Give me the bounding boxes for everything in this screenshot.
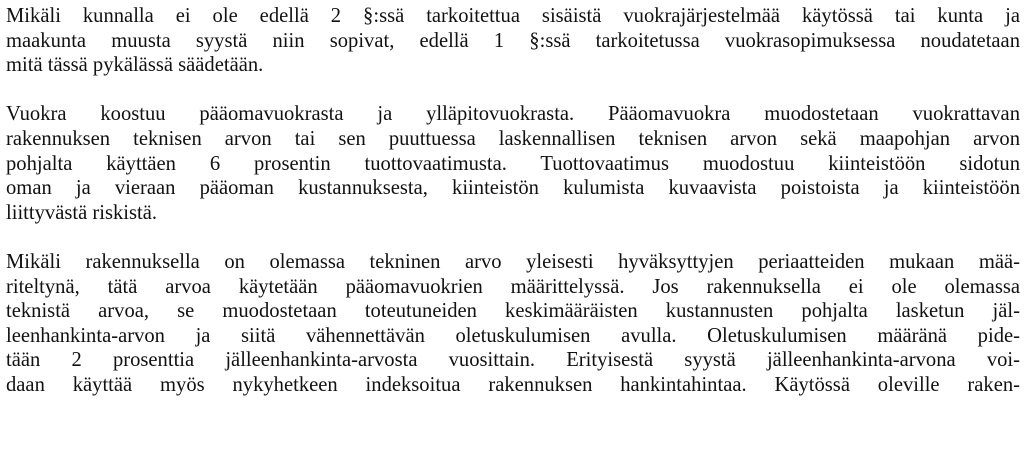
text-line: oman ja vieraan pääoman kustannuksesta, kiinteistön kulumista kuvaavista poistoista ja kiinteistöön	[6, 177, 1020, 200]
text-line: maakunta muusta syystä niin sopivat, edellä 1 §:ssä tarkoitetussa vuokrasopimuksessa noudatetaan	[6, 29, 1020, 52]
text-line: Mikäli kunnalla ei ole edellä 2 §:ssä tarkoitettua sisäistä vuokrajärjestelmää käytössä tai kunta ja	[6, 5, 1020, 27]
paragraph-2	[6, 102, 1020, 225]
text-line: riteltynä, tätä arvoa käytetään pääomavuokrien määrittelyssä. Jos rakennuksella ei ole olemassa	[6, 275, 1020, 298]
text-line: teknistä arvoa, se muodostetaan toteutuneiden keskimääräisten kustannusten pohjalta lasketun jäl-	[6, 300, 1020, 323]
text-line: rakennuksen teknisen arvon tai sen puuttuessa laskennallisen teknisen arvon sekä maapohjan arvon	[6, 127, 1020, 150]
text-line: pohjalta käyttäen 6 prosentin tuottovaatimusta. Tuottovaatimus muodostuu kiinteistöön sidotun	[6, 152, 1020, 175]
text-line: daan käyttää myös nykyhetkeen indeksoitua rakennuksen hankintahintaa. Käytössä oleville raken-	[6, 373, 1020, 396]
text-line: Vuokra koostuu pääomavuokrasta ja ylläpitovuokrasta. Pääomavuokra muodostetaan vuokrattavan	[6, 103, 1020, 126]
text-line: mitä tässä pykälässä säädetään.	[6, 54, 264, 77]
paragraph-3	[6, 250, 1020, 398]
text-line: tään 2 prosenttia jälleenhankinta-arvosta vuosittain. Erityisestä syystä jälleenhankinta-arvona voi-	[6, 349, 1020, 372]
text-line: Mikäli rakennuksella on olemassa tekninen arvo yleisesti hyväksyttyjen periaatteiden mukaan mää-	[6, 250, 1020, 273]
paragraph-1	[6, 0, 1020, 78]
text-line: liittyvästä riskistä.	[6, 201, 158, 224]
text-line: leenhankinta-arvon ja siitä vähennettävän oletuskulumisen avulla. Oletuskulumisen määränä pide-	[6, 324, 1020, 347]
document-page	[6, 0, 1020, 472]
